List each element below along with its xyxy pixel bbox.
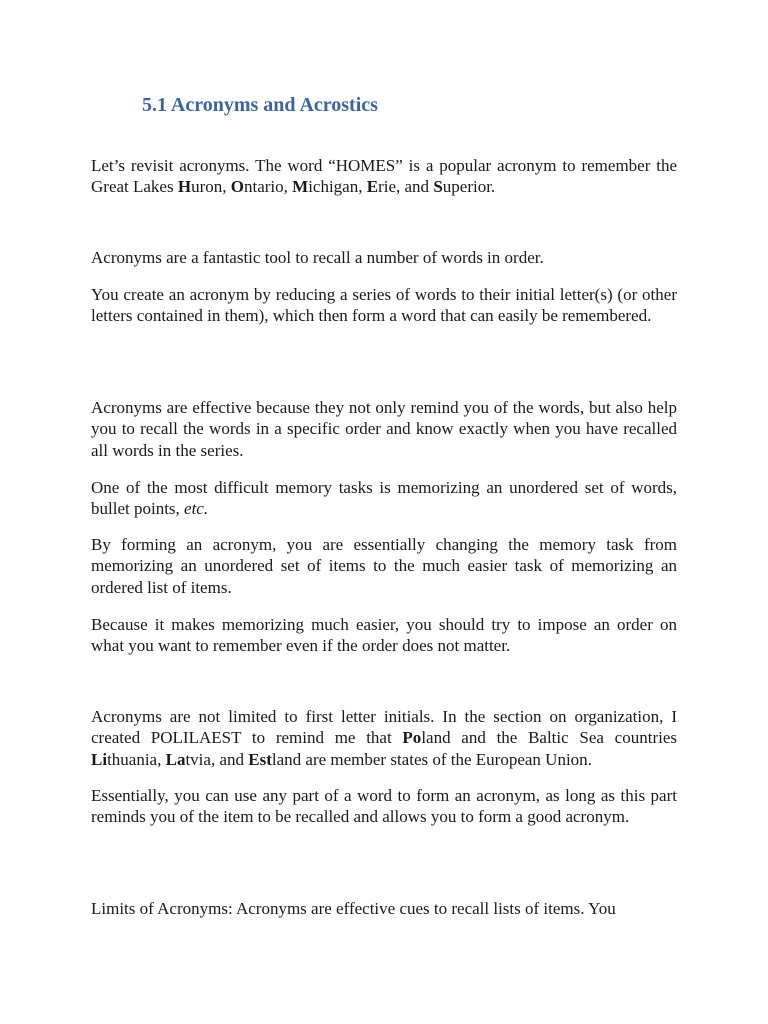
erie-initial: E: [366, 177, 379, 197]
superior-rest: uperior.: [442, 177, 496, 197]
paragraph-any-part: Essentially, you can use any part of a word to form an acronym, as long as this part reminds you of the item to be recalled and allows you to form a good acronym.: [91, 786, 677, 827]
paragraph-homes: [91, 155, 677, 198]
ontario-rest: ntario,: [243, 177, 293, 197]
lithuania-letters: Li: [91, 749, 108, 769]
paragraph-limits: Limits of Acronyms: Acronyms are effective cues to recall lists of items. You: [91, 899, 616, 918]
etc-italic: etc.: [184, 499, 209, 519]
lithuania-rest: thuania,: [107, 749, 166, 769]
poland-letters: Po: [402, 728, 422, 748]
paragraph-polilaest: [91, 706, 677, 770]
section-heading: 5.1 Acronyms and Acrostics: [142, 94, 378, 116]
paragraph-forming-acronym: By forming an acronym, you are essentially changing the memory task from memorizing an unordered set of items to the much easier task of memorizing an ordered list of items.: [91, 535, 677, 597]
estland-letters: Est: [248, 749, 272, 769]
poland-rest: land and the Baltic Sea countries: [421, 728, 677, 748]
paragraph-effective: Acronyms are effective because they not only remind you of the words, but also help you to recall the words in a specific order and know exactly when you have recalled all words in the series.: [91, 398, 677, 460]
huron-rest: uron,: [191, 177, 231, 197]
paragraph-create-acronym: You create an acronym by reducing a series of words to their initial letter(s) (or other letters contained in them), which then form a word that can easily be remembered.: [91, 285, 677, 326]
difficult-task-text: One of the most difficult memory tasks is memorizing an unordered set of words, bullet points,: [91, 478, 677, 519]
latvia-rest: tvia, and: [185, 749, 249, 769]
estland-rest: land are member states of the European Union.: [271, 749, 592, 769]
latvia-letters: La: [165, 749, 186, 769]
homes-intro-text: Let’s revisit acronyms. The word “HOMES” is a popular acronym to remember the Great Lakes: [91, 156, 677, 197]
paragraph-fantastic-tool: Acronyms are a fantastic tool to recall a number of words in order.: [91, 248, 544, 267]
michigan-initial: M: [292, 177, 309, 197]
erie-rest: rie, and: [378, 177, 434, 197]
huron-initial: H: [177, 177, 192, 197]
michigan-rest: ichigan,: [308, 177, 367, 197]
paragraph-difficult-task: [91, 477, 677, 520]
superior-initial: S: [433, 177, 443, 197]
polilaest-intro-text: Acronyms are not limited to first letter initials. In the section on organization, I created POLILAEST to remind me that: [91, 707, 677, 748]
ontario-initial: O: [230, 177, 244, 197]
paragraph-impose-order: Because it makes memorizing much easier, you should try to impose an order on what you want to remember even if the order does not matter.: [91, 615, 677, 656]
